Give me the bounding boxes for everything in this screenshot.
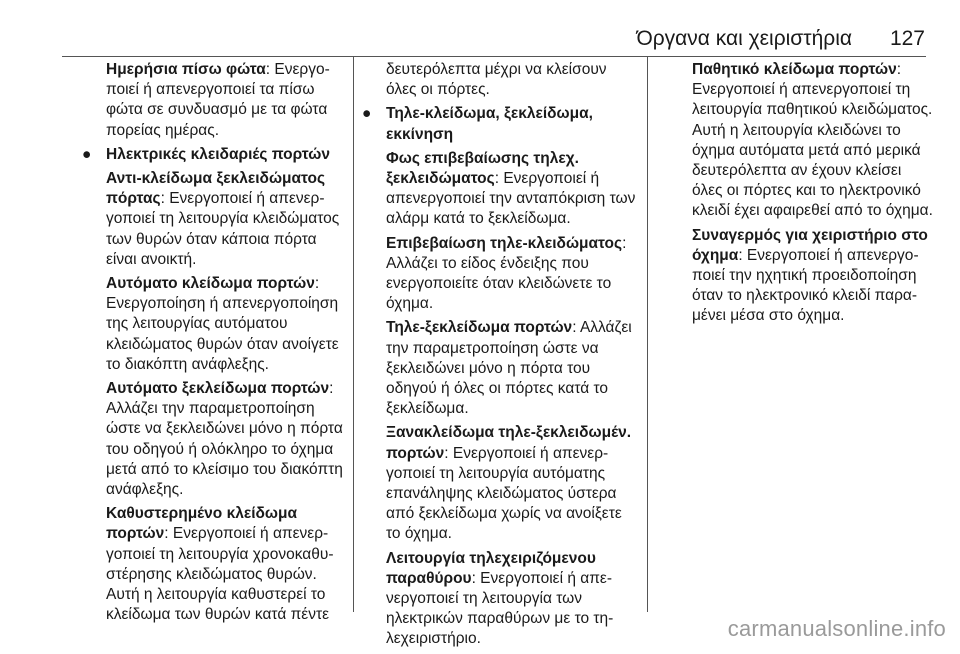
setting-term: Επιβεβαίωση τηλε-κλειδώματος: [386, 234, 623, 252]
paragraph: [342, 60, 638, 100]
setting-term: Αυτόματο ξεκλείδωμα πορτών: [106, 380, 330, 398]
page-footer: [0, 612, 960, 642]
setting-desc: : Ενεργοποιεί ή απενεργοποιεί την ηχητική προειδοποίηση όταν το ηλεκτρονικό κλειδί παραμένει μέσα στο όχημα.: [692, 246, 919, 325]
setting-term: Φως επιβεβαίωσης τηλεχ. ξεκλειδώματος: [386, 149, 579, 188]
setting-desc: : Ενεργοποιεί ή απενεργοποιεί τη λειτουργία αυτόματης επανάληψης κλειδώματος ύστερα από ξεκλείδωμα χωρίς να ανοίξετε το όχημα.: [386, 444, 622, 543]
setting-term: Αντι-κλείδωμα ξεκλειδώματος πόρτας: [106, 170, 326, 208]
paragraph: [342, 423, 638, 544]
header-rule: [62, 56, 926, 57]
section-title: Ηλεκτρικές κλειδαριές πορτών: [106, 145, 331, 163]
setting-term: Παθητικό κλείδωμα πορτών: [692, 61, 897, 78]
paragraph: [648, 60, 934, 222]
page-header: [0, 0, 960, 58]
setting-term: Λειτουργία τηλεχειριζόμενου παραθύρου: [386, 549, 596, 587]
setting-term: Συναγερμός για χειριστήριο στο όχημα: [692, 226, 928, 264]
paragraph: [62, 169, 348, 270]
paragraph: [62, 60, 348, 141]
column-1: [62, 60, 348, 629]
setting-term: Τηλε-ξεκλείδωμα πορτών: [386, 319, 573, 337]
setting-desc: : Ενεργοποιεί ή απενεργοποιεί τη λειτουργία των ηλεκτρικών παραθύρων με το τηλεχειριστήριο.: [386, 569, 614, 648]
setting-desc: : Ενεργοποιεί ή απενεργοποιεί τη λειτουργία κλειδώματος των θυρών όταν κάποια πόρτα είναι ανοικτή.: [106, 190, 340, 268]
setting-desc: : Ενεργοποιεί ή απενεργοποιεί τη λειτουργία παθητικού κλειδώματος. Αυτή η λειτουργία κλειδώνει το όχημα αυτόματα μετά από μερικά δευτερόλεπτα αν έχουν κλείσει όλες οι πόρτες και το ηλεκτρονικό κλειδί έχει αφαιρεθεί από το όχημα.: [692, 61, 933, 220]
column-3: [648, 60, 934, 331]
paragraph: [62, 274, 348, 375]
bullet-icon: ●: [362, 105, 372, 123]
setting-term: Αυτόματο κλείδωμα πορτών: [106, 275, 315, 293]
column-2: [342, 60, 638, 654]
paragraph: [342, 149, 638, 230]
setting-term: Καθυστερημένο κλείδωμα πορτών: [106, 505, 298, 543]
page-title: Όργανα και χειριστήρια: [636, 27, 852, 50]
setting-term: Ξανακλείδωμα τηλε-ξεκλειδωμέν. πορτών: [386, 424, 631, 462]
setting-desc: δευτερόλεπτα μέχρι να κλείσουν όλες οι πόρτες.: [386, 61, 607, 99]
setting-desc: : Αλλάζει το είδος ένδειξης που ενεργοποιείτε όταν κλειδώνετε το όχημα.: [386, 234, 627, 313]
page-number: 127: [889, 27, 925, 50]
setting-desc: : Ενεργοποιεί ή απενεργοποιεί τη λειτουργία χρονοκαθυστέρησης κλειδώματος θυρών. Αυτή η λειτουργία καθυστερεί το κλείδωμα των θυρών κατά πέντε: [106, 525, 334, 624]
setting-desc: : Ενεργοποίηση ή απενεργοποίηση της λειτουργίας αυτόματου κλειδώματος θυρών όταν ανοίγετε το διακόπτη ανάφλεξης.: [106, 275, 339, 373]
paragraph: [342, 318, 638, 419]
setting-desc: : Ενεργοποιεί ή απενεργοποιεί την ανταπόκριση των αλάρμ κατά το ξεκλείδωμα.: [386, 170, 636, 228]
setting-term: Ημερήσια πίσω φώτα: [106, 61, 266, 78]
paragraph: [62, 504, 348, 625]
setting-desc: : Αλλάζει την παραμετροποίηση ώστε να ξεκλειδώνει μόνο η πόρτα του οδηγού ή ολόκληρο το όχημα μετά από το κλείσιμο του διακόπτη ανάφλεξης.: [106, 380, 343, 499]
bullet-icon: ●: [82, 145, 92, 163]
section-title: Τηλε-κλείδωμα, ξεκλείδωμα, εκκίνηση: [386, 105, 593, 143]
bullet-item: [62, 145, 348, 165]
setting-desc: : Αλλάζει την παραμετροποίηση ώστε να ξεκλειδώνει μόνο η πόρτα του οδηγού ή όλες οι πόρτες κατά το ξεκλείδωμα.: [386, 319, 632, 418]
paragraph: [62, 379, 348, 500]
paragraph: [342, 234, 638, 315]
bullet-item: [342, 104, 638, 144]
setting-desc: : Ενεργοποιεί ή απενεργοποιεί τα πίσω φώτα σε συνδυασμό με τα φώτα πορείας ημέρας.: [106, 61, 330, 139]
paragraph: [648, 226, 934, 327]
watermark: carmanualsonline.info: [727, 616, 946, 641]
